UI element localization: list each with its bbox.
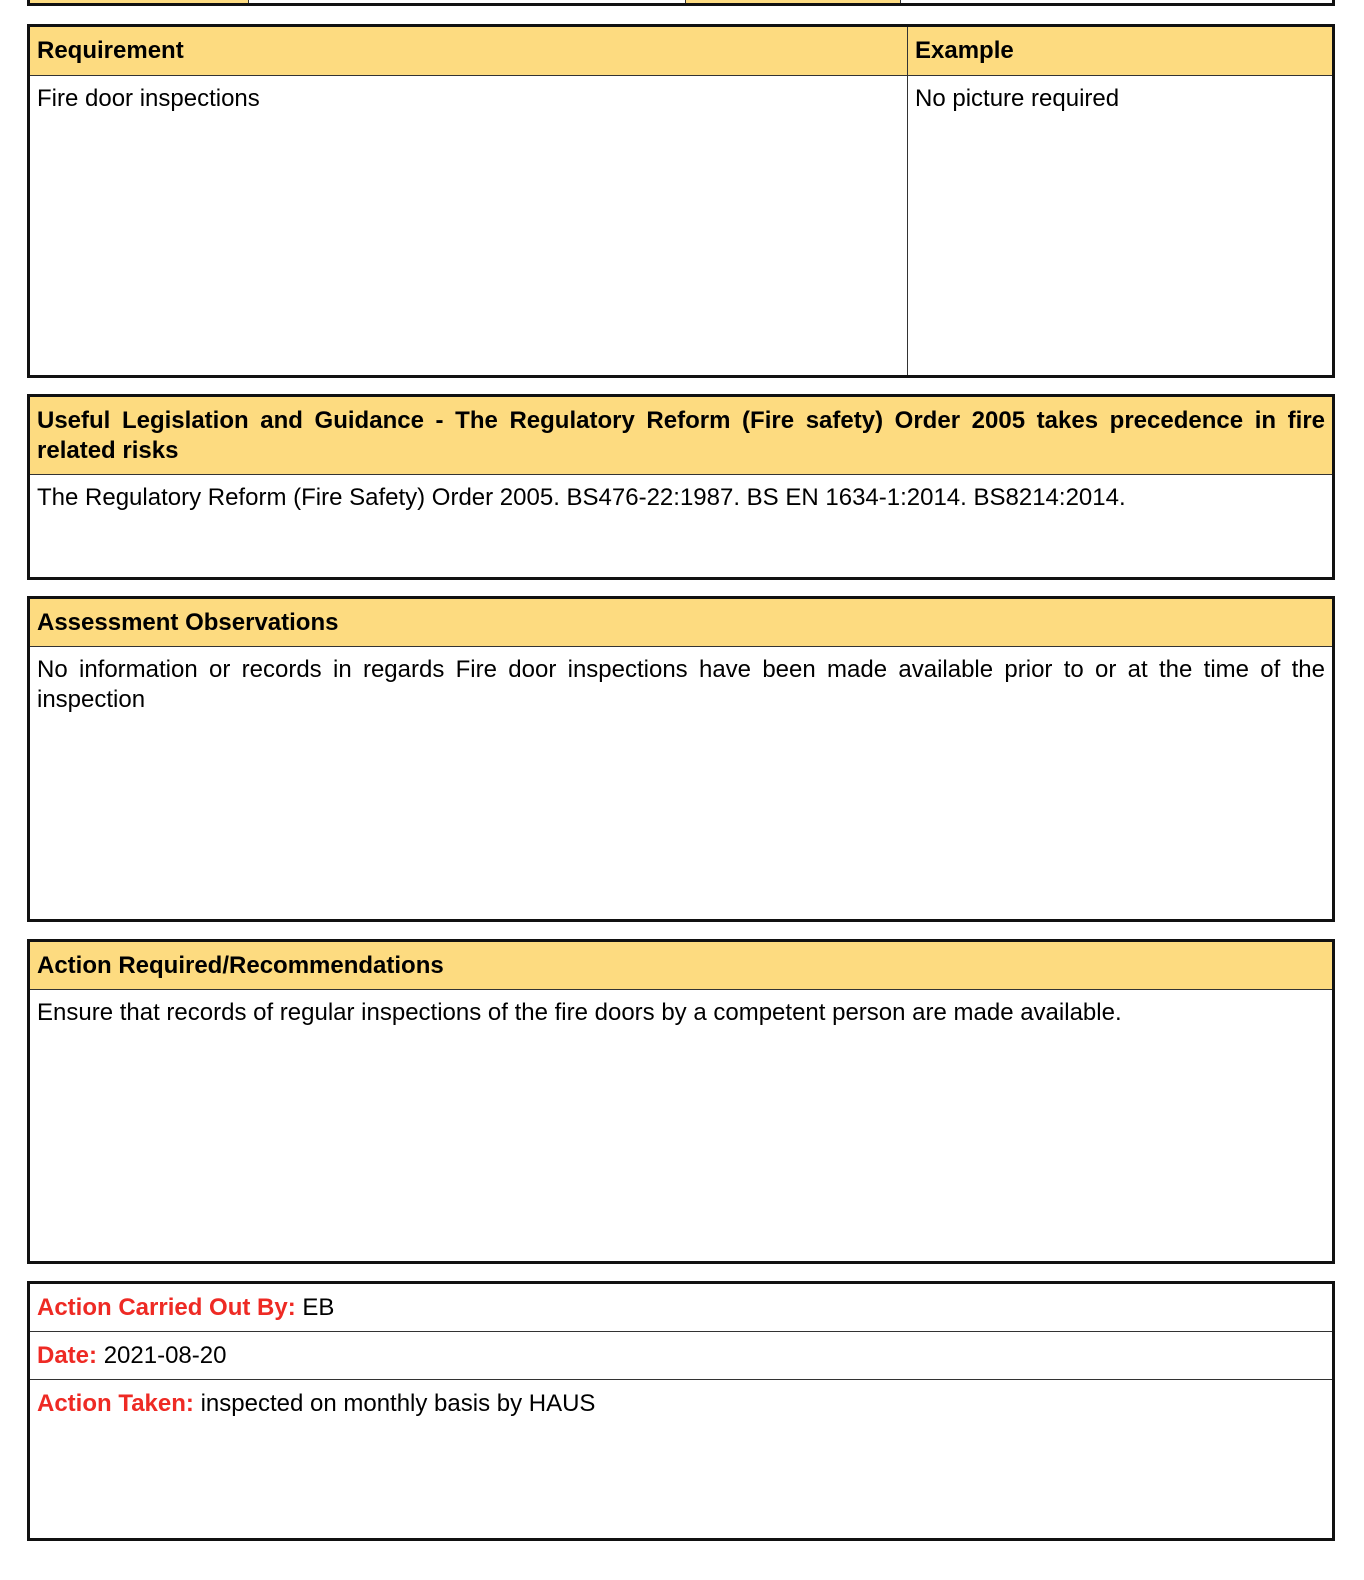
observations-header: Assessment Observations [30, 599, 1332, 647]
carried-out-by-value: EB [302, 1294, 335, 1321]
example-header: Example [908, 27, 1332, 76]
requirement-header: Requirement [30, 27, 908, 76]
action-taken-value: inspected on monthly basis by HAUS [200, 1390, 596, 1417]
action-required-header: Action Required/Recommendations [30, 942, 1332, 990]
legislation-section [27, 394, 1335, 580]
action-taken-row [30, 1380, 1332, 1427]
observations-section [27, 596, 1335, 922]
previous-table-label-cell [685, 0, 900, 3]
observations-body: No information or records in regards Fire door inspections have been made available prior to or at the time of the inspection [37, 656, 1325, 713]
action-record-section [27, 1281, 1335, 1541]
requirement-value: Fire door inspections [30, 76, 908, 375]
example-value: No picture required [915, 85, 1120, 112]
carried-out-by-label: Action Carried Out By: [37, 1294, 303, 1321]
date-label: Date: [37, 1342, 104, 1369]
legislation-header: Useful Legislation and Guidance - The Regulatory Reform (Fire safety) Order 2005 takes precedence in fire related risks [30, 397, 1332, 475]
previous-table-value-cell [900, 0, 1332, 3]
previous-table-value-cell [248, 0, 685, 3]
date-row [30, 1332, 1332, 1380]
legislation-body: The Regulatory Reform (Fire Safety) Order 2005. BS476-22:1987. BS EN 1634-1:2014. BS8214:2014. [37, 484, 1126, 511]
previous-table-fragment [27, 0, 1335, 6]
action-required-section [27, 939, 1335, 1264]
previous-table-label-cell [30, 0, 248, 3]
action-taken-label: Action Taken: [37, 1390, 201, 1417]
carried-out-by-row [30, 1284, 1332, 1332]
action-required-body: Ensure that records of regular inspections of the fire doors by a competent person are made available. [37, 999, 1122, 1026]
date-value: 2021-08-20 [103, 1342, 227, 1369]
requirement-table [27, 24, 1335, 378]
